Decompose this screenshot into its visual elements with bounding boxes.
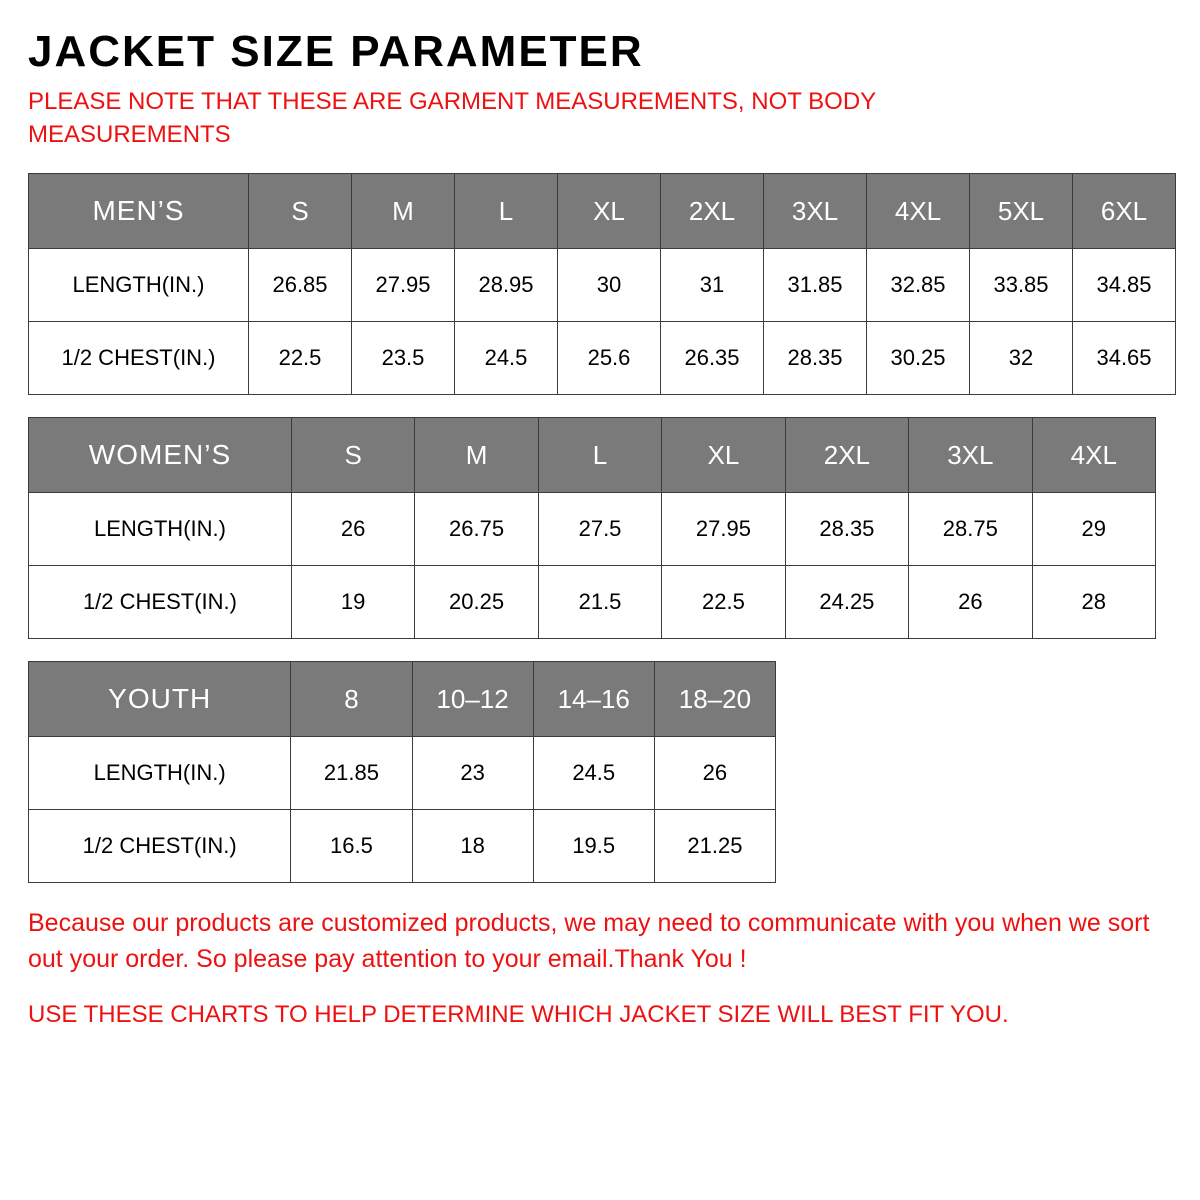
womens-corner-label: WOMEN’S [29, 418, 292, 493]
measurement-cell: 23.5 [352, 322, 455, 395]
measurement-cell: 27.95 [662, 493, 785, 566]
measurement-cell: 33.85 [970, 249, 1073, 322]
youth-size-table [28, 661, 776, 883]
size-header-cell: 8 [291, 662, 412, 737]
size-header-cell: 5XL [970, 174, 1073, 249]
measurement-cell: 19.5 [533, 810, 654, 883]
size-header-cell: S [291, 418, 414, 493]
size-header-cell: 18–20 [654, 662, 775, 737]
table-row [29, 249, 1176, 322]
mens-size-table [28, 173, 1176, 395]
measurement-cell: 24.5 [455, 322, 558, 395]
measurement-cell: 30.25 [867, 322, 970, 395]
size-header-cell: 14–16 [533, 662, 654, 737]
table-row [29, 322, 1176, 395]
youth-corner-label: YOUTH [29, 662, 291, 737]
measurement-cell: 25.6 [558, 322, 661, 395]
row-label: 1/2 CHEST(IN.) [29, 810, 291, 883]
table-row [29, 493, 1156, 566]
size-header-cell: L [538, 418, 661, 493]
measurement-cell: 21.25 [654, 810, 775, 883]
table-row [29, 737, 776, 810]
size-header-cell: 6XL [1073, 174, 1176, 249]
table-header-row [29, 174, 1176, 249]
measurement-cell: 18 [412, 810, 533, 883]
measurement-cell: 31 [661, 249, 764, 322]
table-row [29, 810, 776, 883]
measurement-cell: 28.95 [455, 249, 558, 322]
size-header-cell: 3XL [909, 418, 1032, 493]
measurement-cell: 34.85 [1073, 249, 1176, 322]
page-title: JACKET SIZE PARAMETER [28, 27, 644, 76]
footer-paragraph-2: USE THESE CHARTS TO HELP DETERMINE WHICH JACKET SIZE WILL BEST FIT YOU. [28, 1000, 1009, 1028]
measurement-cell: 20.25 [415, 566, 538, 639]
measurement-cell: 21.5 [538, 566, 661, 639]
table-header-row [29, 418, 1156, 493]
measurement-cell: 26 [909, 566, 1032, 639]
footer-notes [28, 905, 1172, 1032]
measurement-cell: 19 [291, 566, 414, 639]
size-header-cell: 2XL [661, 174, 764, 249]
measurement-cell: 30 [558, 249, 661, 322]
measurement-cell: 28.35 [764, 322, 867, 395]
measurement-cell: 26 [291, 493, 414, 566]
size-header-cell: 4XL [1032, 418, 1155, 493]
size-header-cell: 2XL [785, 418, 908, 493]
size-header-cell: 3XL [764, 174, 867, 249]
measurement-cell: 26.75 [415, 493, 538, 566]
measurement-cell: 24.25 [785, 566, 908, 639]
row-label: 1/2 CHEST(IN.) [29, 322, 249, 395]
measurement-cell: 28.75 [909, 493, 1032, 566]
size-header-cell: L [455, 174, 558, 249]
size-header-cell: S [249, 174, 352, 249]
measurement-cell: 32 [970, 322, 1073, 395]
row-label: 1/2 CHEST(IN.) [29, 566, 292, 639]
measurement-cell: 28 [1032, 566, 1155, 639]
row-label: LENGTH(IN.) [29, 249, 249, 322]
mens-corner-label: MEN’S [29, 174, 249, 249]
size-header-cell: M [415, 418, 538, 493]
measurement-cell: 24.5 [533, 737, 654, 810]
measurement-cell: 27.5 [538, 493, 661, 566]
size-header-cell: XL [662, 418, 785, 493]
measurement-note: PLEASE NOTE THAT THESE ARE GARMENT MEASUREMENTS, NOT BODY MEASUREMENTS [28, 88, 876, 148]
measurement-cell: 26.35 [661, 322, 764, 395]
measurement-cell: 23 [412, 737, 533, 810]
measurement-cell: 28.35 [785, 493, 908, 566]
size-header-cell: 10–12 [412, 662, 533, 737]
womens-size-table [28, 417, 1156, 639]
table-header-row [29, 662, 776, 737]
measurement-cell: 26.85 [249, 249, 352, 322]
size-header-cell: 4XL [867, 174, 970, 249]
measurement-cell: 26 [654, 737, 775, 810]
measurement-cell: 22.5 [662, 566, 785, 639]
measurement-cell: 34.65 [1073, 322, 1176, 395]
footer-paragraph-1: Because our products are customized products, we may need to communicate with you when we sort out your order. So please pay attention to your email.Thank You ! [28, 909, 1150, 974]
measurement-cell: 21.85 [291, 737, 412, 810]
measurement-cell: 22.5 [249, 322, 352, 395]
measurement-cell: 16.5 [291, 810, 412, 883]
size-header-cell: M [352, 174, 455, 249]
measurement-cell: 32.85 [867, 249, 970, 322]
measurement-cell: 29 [1032, 493, 1155, 566]
table-row [29, 566, 1156, 639]
row-label: LENGTH(IN.) [29, 493, 292, 566]
measurement-cell: 27.95 [352, 249, 455, 322]
measurement-cell: 31.85 [764, 249, 867, 322]
size-header-cell: XL [558, 174, 661, 249]
row-label: LENGTH(IN.) [29, 737, 291, 810]
